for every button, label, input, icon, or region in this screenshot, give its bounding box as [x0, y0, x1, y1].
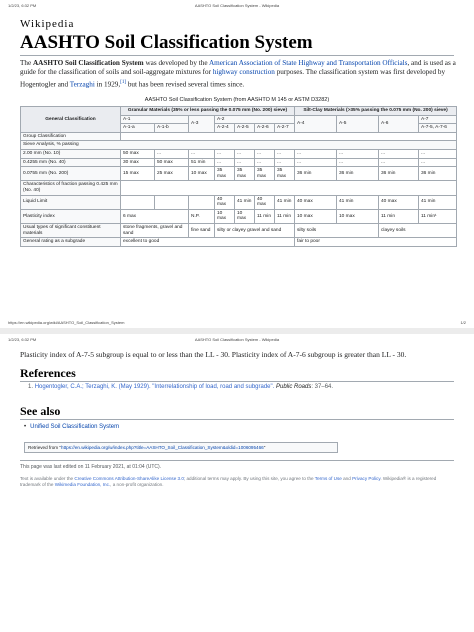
table-cell: 40 max	[295, 195, 337, 209]
subgroup-a1a: A-1-a	[121, 124, 155, 133]
table-cell: 10 max	[295, 209, 337, 223]
constituents-label: Usual types of significant constituent materials	[21, 223, 121, 237]
table-cell: 10 max	[337, 209, 379, 223]
row-label: 0.4255 mm (No. 40)	[21, 158, 121, 167]
license-text: Text is available under the Creative Commons Attribution-ShareAlike License 3.0; additional terms may apply. By using this site, you agree to the Terms of Use and Privacy Policy. Wikipedia® is a registered trademark of the Wikimedia Foundation, Inc., a non-profit organization.	[20, 476, 437, 487]
table-cell: 15 max	[121, 167, 155, 181]
subgroup-a7: A-7-5, A-7-6	[419, 124, 457, 133]
table-cell: clayey soils	[379, 223, 457, 237]
table-row	[21, 195, 457, 209]
table-cell: 25 max	[155, 167, 189, 181]
reference-authors[interactable]: Hogentogler, C.A.; Terzaghi, K. (May 1929). "Interrelationship of load, road and subgrade".	[34, 384, 275, 390]
table-cell	[155, 195, 189, 209]
table-cell: ...	[189, 149, 215, 158]
table-cell: 11 min	[255, 209, 275, 223]
group-a3: A-3	[189, 115, 215, 132]
link-highway-construction[interactable]: highway construction	[212, 68, 275, 77]
intro-paragraph: The AASHTO Soil Classification System was developed by the American Association of State Highway and Transportation Officials, and is used as a guide for the classification of soils and soil-aggregate mixtures for highway construction purposes. The classification system was first developed by Hogentogler and Terzaghi in 1929,[1] but has been revised several times since.	[20, 59, 456, 88]
table-cell: ...	[295, 149, 337, 158]
table-cell: ...	[215, 149, 235, 158]
group-a2: A-2	[215, 115, 295, 124]
table-cell: 11 min¹	[419, 209, 457, 223]
table-cell: 41 min	[419, 195, 457, 209]
rating-label: General rating as a subgrade	[21, 238, 121, 247]
plasticity-index-label: Plasticity index	[21, 209, 121, 223]
table-cell	[189, 195, 215, 209]
row-label: 2.00 mm (No. 10)	[21, 149, 121, 158]
table-cell: ...	[379, 149, 419, 158]
table-cell: 40 max	[215, 195, 235, 209]
silt-clay-header: Silt-Clay Materials (>35% passing the 0.075 mm (No. 200) sieve)	[295, 107, 457, 116]
see-also-link[interactable]: • Unified Soil Classification System	[24, 424, 119, 430]
wikimedia-foundation-link[interactable]: Wikimedia Foundation, Inc.	[54, 481, 111, 487]
general-classification-header: General Classification	[21, 107, 121, 133]
terms-of-use-link[interactable]: Terms of Use	[314, 476, 342, 481]
subgroup-a26: A-2-6	[255, 124, 275, 133]
granular-materials-header: Granular Materials (35% or less passing the 0.075 mm (No. 200) sieve)	[121, 107, 295, 116]
group-a1: A-1	[121, 115, 189, 124]
intro-bold-term: AASHTO Soil Classification System	[32, 59, 144, 67]
header-title: AASHTO Soil Classification System - Wikipedia	[194, 337, 280, 342]
privacy-policy-link[interactable]: Privacy Policy	[352, 476, 381, 481]
table-row	[21, 158, 457, 167]
table-cell: 10 max	[235, 209, 255, 223]
subgroup-a25: A-2-5	[235, 124, 255, 133]
subgroup-a27: A-2-7	[275, 124, 295, 133]
references-heading: References	[20, 366, 76, 380]
retrieved-from: Retrieved from "https://en.wikipedia.org/w/index.php?title=AASHTO_Soil_Classification_System&oldid=1006095466"	[24, 442, 338, 453]
header-title: AASHTO Soil Classification System - Wikipedia	[194, 3, 280, 8]
header-datetime: 1/2/23, 6:32 PM	[8, 3, 37, 8]
row-label: 0.0755 mm (No. 200)	[21, 167, 121, 181]
table-row	[21, 223, 457, 237]
link-aashto-org[interactable]: American Association of State Highway and Transportation Officials	[208, 59, 408, 67]
table-cell: 36 min	[337, 167, 379, 181]
table-cell: 30 max	[121, 158, 155, 167]
table-cell: 51 min	[189, 158, 215, 167]
page-footer-url: https://en.wikipedia.org/wiki/AASHTO_Soil_Classification_System	[8, 320, 125, 325]
table-row	[21, 238, 457, 247]
table-cell: ...	[215, 158, 235, 167]
table-cell: 50 max	[155, 158, 189, 167]
last-edited: This page was last edited on 11 February 2021, at 01:04 (UTC).	[20, 464, 162, 470]
license-link[interactable]: Creative Commons Attribution-ShareAlike License 3.0	[74, 476, 184, 481]
see-also-heading: See also	[20, 404, 61, 418]
table-cell: ...	[337, 158, 379, 167]
table-row	[21, 149, 457, 158]
table-cell: ...	[419, 158, 457, 167]
section-divider	[20, 381, 454, 382]
title-divider	[20, 55, 454, 56]
table-cell: 11 min	[275, 209, 295, 223]
table-cell: ...	[379, 158, 419, 167]
table-cell: ...	[155, 149, 189, 158]
reference-item: 1. Hogentogler, C.A.; Terzaghi, K. (May 1929). "Interrelationship of load, road and subgrade". Public Roads: 37–64.	[28, 384, 334, 390]
table-cell: 35 max	[255, 167, 275, 181]
table-row	[21, 167, 457, 181]
table-cell: ...	[275, 149, 295, 158]
table-cell: ...	[295, 158, 337, 167]
sieve-analysis-label: Sieve Analysis, % passing	[21, 141, 457, 150]
group-a4: A-4	[295, 115, 337, 132]
table-row	[21, 141, 457, 150]
retrieved-link[interactable]: https://en.wikipedia.org/w/index.php?title=AASHTO_Soil_Classification_System&oldid=1006095466	[61, 445, 264, 450]
table-cell: 36 min	[419, 167, 457, 181]
table-cell: N.P.	[189, 209, 215, 223]
table-cell: ...	[235, 149, 255, 158]
table-cell: 40 max	[379, 195, 419, 209]
citation-1[interactable]: [1]	[120, 79, 127, 85]
subgroup-a1b: A-1-b	[155, 124, 189, 133]
table-cell: 11 min	[379, 209, 419, 223]
table-cell: excellent to good	[121, 238, 295, 247]
table-row	[21, 132, 457, 141]
link-terzaghi[interactable]: Terzaghi	[69, 79, 95, 88]
page-footer-number: 1/2	[460, 320, 466, 325]
table-cell: silty soils	[295, 223, 379, 237]
table-cell: 41 min	[275, 195, 295, 209]
footer-divider	[20, 460, 454, 461]
table-cell: 41 min	[337, 195, 379, 209]
group-a6: A-6	[379, 115, 419, 132]
header-datetime: 1/2/23, 6:32 PM	[8, 337, 37, 342]
table-cell: ...	[255, 149, 275, 158]
table-cell: ...	[275, 158, 295, 167]
fraction-label: Characteristics of fraction passing 0.425 mm (No. 40)	[21, 181, 121, 195]
table-cell: stone fragments, gravel and sand	[121, 223, 189, 237]
table-cell: 35 max	[235, 167, 255, 181]
liquid-limit-label: Liquid Limit	[21, 195, 121, 209]
subgroup-a24: A-2-4	[215, 124, 235, 133]
group-a5: A-5	[337, 115, 379, 132]
table-caption: AASHTO Soil Classification System (from AASHTO M 145 or ASTM D3282)	[144, 97, 330, 103]
table-cell: fine sand	[189, 223, 215, 237]
wikipedia-logo[interactable]: Wikipedia	[20, 18, 75, 30]
reference-journal: Public Roads	[275, 384, 312, 390]
table-cell: ...	[419, 149, 457, 158]
table-cell: 35 max	[275, 167, 295, 181]
table-cell: 41 min	[235, 195, 255, 209]
soil-classification-table	[20, 106, 457, 247]
table-cell: 10 max	[189, 167, 215, 181]
table-cell: ...	[255, 158, 275, 167]
table-cell: 6 max	[121, 209, 189, 223]
table-cell: 40 max	[255, 195, 275, 209]
table-row	[21, 209, 457, 223]
table-cell: silty or clayey gravel and sand	[215, 223, 295, 237]
table-cell: 50 max	[121, 149, 155, 158]
table-row	[21, 107, 457, 116]
section-divider	[20, 419, 454, 420]
table-cell: ...	[337, 149, 379, 158]
table-cell: fair to poor	[295, 238, 457, 247]
pdf-page-2	[0, 334, 474, 632]
page-title: AASHTO Soil Classification System	[20, 32, 313, 53]
table-cell: 35 max	[215, 167, 235, 181]
footnote-text: Plasticity index of A-7-5 subgroup is equal to or less than the LL - 30. Plasticity index of A-7-6 subgroup is greater than LL - 30.	[20, 350, 407, 359]
table-cell: 36 min	[379, 167, 419, 181]
table-cell: ...	[235, 158, 255, 167]
group-a7: A-7	[419, 115, 457, 124]
table-row	[21, 181, 457, 195]
group-classification-label: Group Classification	[21, 132, 121, 141]
table-cell	[121, 195, 155, 209]
table-cell: 36 min	[295, 167, 337, 181]
table-cell: 10 max	[215, 209, 235, 223]
